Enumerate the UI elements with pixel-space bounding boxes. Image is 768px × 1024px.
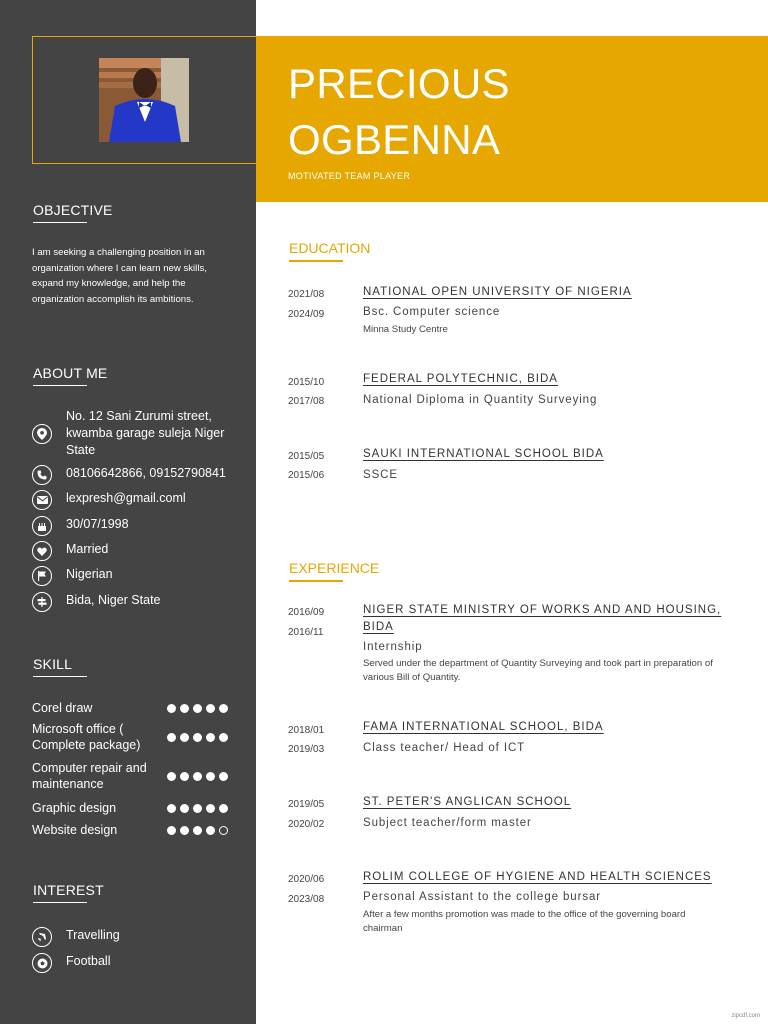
rating-dot-filled [206, 704, 215, 713]
education-heading: EDUCATION [289, 240, 371, 256]
interest-text: Football [66, 954, 111, 968]
entry-end-date: 2015/06 [288, 470, 325, 481]
entry-title: ROLIM COLLEGE OF HYGIENE AND HEALTH SCIENCES [363, 871, 712, 883]
rating-dot-filled [180, 772, 189, 781]
phone-icon [32, 465, 52, 485]
entry-start-date: 2020/06 [288, 874, 325, 885]
rating-dot-filled [180, 733, 189, 742]
about-item-address [32, 408, 241, 459]
entry-end-date: 2019/03 [288, 744, 325, 755]
first-name: PRECIOUS [288, 60, 510, 107]
entry-end-date: 2020/02 [288, 819, 325, 830]
address-text: No. 12 Sani Zurumi street, kwamba garage suleja Niger State [66, 409, 225, 457]
email-icon [32, 490, 52, 510]
flag-icon [32, 566, 52, 586]
rating-dot-filled [193, 704, 202, 713]
rating-dot-filled [193, 772, 202, 781]
about-item-phone [32, 465, 241, 485]
rating-dot-filled [180, 826, 189, 835]
skill-rating [167, 826, 228, 835]
rating-dot-filled [219, 804, 228, 813]
rating-dot-filled [193, 826, 202, 835]
entry-start-date: 2021/08 [288, 289, 325, 300]
watermark: zipcdf.com [731, 1013, 760, 1019]
rating-dot-filled [206, 733, 215, 742]
location-pin-icon [32, 424, 52, 444]
rating-dot-filled [219, 704, 228, 713]
airplane-icon [32, 927, 52, 947]
rating-dot-filled [180, 804, 189, 813]
entry-title: FAMA INTERNATIONAL SCHOOL, BIDA [363, 721, 604, 733]
skill-label: Website design [32, 823, 118, 837]
email-text: lexpresh@gmail.coml [66, 491, 186, 505]
rating-dot-filled [206, 804, 215, 813]
about-item-email [32, 490, 241, 510]
entry-end-date: 2016/11 [288, 627, 324, 638]
entry-end-date: 2023/08 [288, 894, 325, 905]
skill-rating [167, 704, 228, 713]
entry-subtitle: Internship [363, 641, 423, 653]
signpost-icon [32, 592, 52, 612]
location-text: Bida, Niger State [66, 593, 161, 607]
skill-label: Graphic design [32, 801, 117, 815]
entry-title: NATIONAL OPEN UNIVERSITY OF NIGERIA [363, 286, 632, 298]
entry-title: ST. PETER'S ANGLICAN SCHOOL [363, 796, 572, 808]
rating-dot-filled [180, 704, 189, 713]
football-icon [32, 953, 52, 973]
about-item-marital [32, 541, 241, 561]
entry-subtitle: Subject teacher/form master [363, 817, 532, 829]
skill-row [32, 822, 228, 838]
entry-subtitle: National Diploma in Quantity Surveying [363, 394, 598, 406]
entry-start-date: 2018/01 [288, 725, 325, 736]
rating-dot-filled [193, 733, 202, 742]
skill-row [32, 721, 228, 753]
skill-row [32, 760, 228, 792]
experience-heading: EXPERIENCE [289, 560, 380, 576]
skill-rating [167, 772, 228, 781]
objective-text: I am seeking a challenging position in an organization where I can learn new skills, expand my knowledge, and help the organization accomplish its ambitions. [32, 247, 207, 305]
about-item-nationality [32, 566, 241, 586]
entry-note: After a few months promotion was made to the office of the governing board chairman [363, 909, 686, 934]
entry-end-date: 2017/08 [288, 396, 325, 407]
skill-rating [167, 804, 228, 813]
skill-label: Corel draw [32, 701, 93, 715]
rating-dot-filled [206, 772, 215, 781]
interest-item-football [32, 953, 241, 973]
entry-subtitle: SSCE [363, 469, 398, 481]
skill-rating [167, 733, 228, 742]
rating-dot-filled [206, 826, 215, 835]
entry-note: Minna Study Centre [363, 324, 448, 335]
entry-subtitle: Class teacher/ Head of ICT [363, 742, 526, 754]
entry-start-date: 2015/05 [288, 451, 325, 462]
entry-title: FEDERAL POLYTECHNIC, BIDA [363, 373, 558, 385]
about-item-birthdate [32, 516, 241, 536]
birthday-cake-icon [32, 516, 52, 536]
rating-dot-filled [167, 804, 176, 813]
about-item-location [32, 592, 241, 612]
entry-subtitle: Bsc. Computer science [363, 306, 501, 318]
entry-start-date: 2016/09 [288, 607, 325, 618]
interest-text: Travelling [66, 928, 120, 942]
heart-icon [32, 541, 52, 561]
skill-label: Computer repair and maintenance [32, 761, 147, 791]
entry-subtitle: Personal Assistant to the college bursar [363, 891, 602, 903]
entry-start-date: 2019/05 [288, 799, 325, 810]
rating-dot-filled [167, 826, 176, 835]
skill-heading: SKILL [33, 656, 73, 672]
rating-dot-empty [219, 826, 228, 835]
entry-start-date: 2015/10 [288, 377, 325, 388]
objective-heading: OBJECTIVE [33, 202, 113, 218]
rating-dot-filled [167, 733, 176, 742]
rating-dot-filled [219, 733, 228, 742]
interest-item-travelling [32, 927, 241, 947]
entry-title: SAUKI INTERNATIONAL SCHOOL BIDA [363, 448, 604, 460]
skill-label: Microsoft office ( Complete package) [32, 722, 141, 752]
tagline: MOTIVATED TEAM PLAYER [288, 171, 411, 181]
about-heading: ABOUT ME [33, 365, 108, 381]
phone-text: 08106642866, 09152790841 [66, 466, 226, 480]
birthdate-text: 30/07/1998 [66, 517, 129, 531]
rating-dot-filled [193, 804, 202, 813]
interest-heading: INTEREST [33, 882, 104, 898]
skill-row [32, 800, 228, 816]
entry-note: Served under the department of Quantity Surveying and took part in preparation of various Bill of Quantity. [363, 658, 713, 683]
rating-dot-filled [219, 772, 228, 781]
nationality-text: Nigerian [66, 567, 113, 581]
entry-end-date: 2024/09 [288, 309, 325, 320]
entry-title: NIGER STATE MINISTRY OF WORKS AND AND HOUSING, BIDA [363, 604, 722, 633]
rating-dot-filled [167, 772, 176, 781]
last-name: OGBENNA [288, 116, 501, 163]
marital-status-text: Married [66, 542, 109, 556]
profile-photo [99, 58, 189, 142]
skill-row [32, 700, 228, 716]
rating-dot-filled [167, 704, 176, 713]
